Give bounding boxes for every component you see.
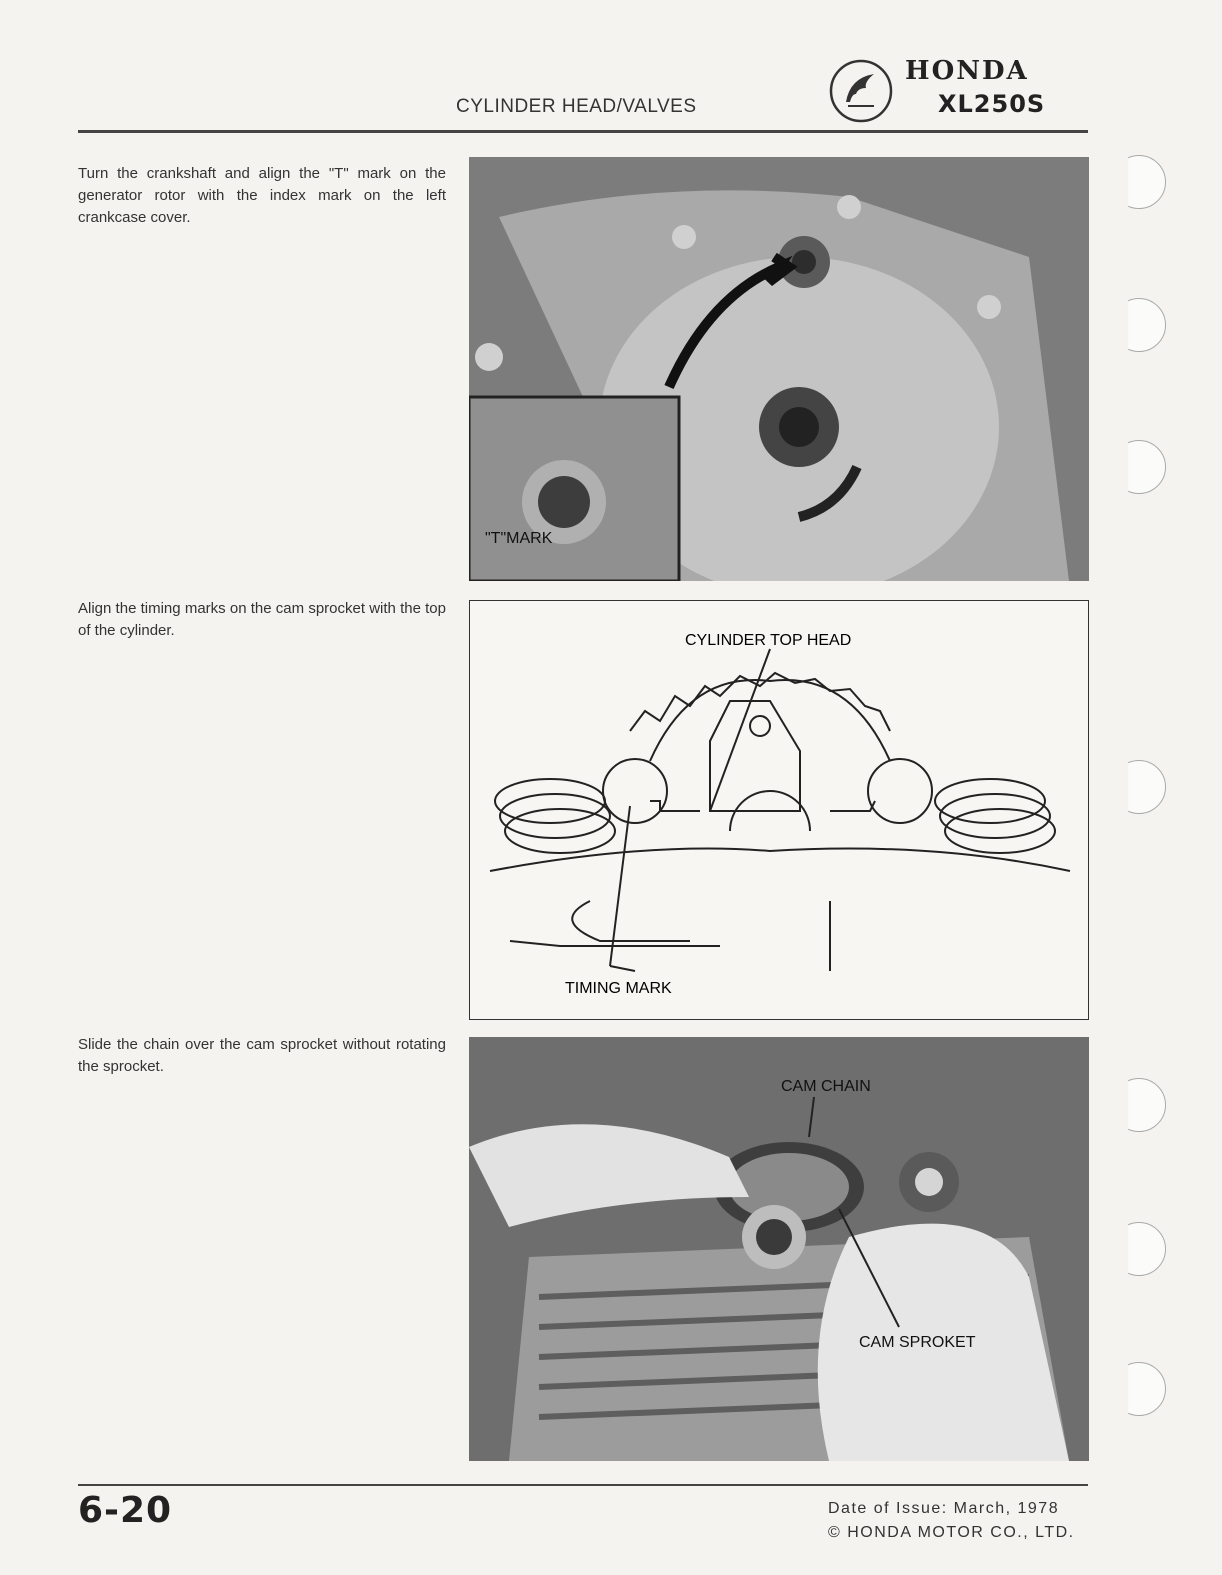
page-number: 6-20: [78, 1490, 173, 1531]
binder-hole: [1112, 440, 1166, 494]
diagram-cam-sprocket: [469, 600, 1089, 1020]
copyright: © HONDA MOTOR CO., LTD.: [828, 1524, 1075, 1541]
cam-sprocket-label: CAM SPROKET: [859, 1334, 976, 1351]
photo-cam-chain: [469, 1037, 1089, 1461]
step-3-text: Slide the chain over the cam sprocket without rotating the sprocket.: [78, 1036, 446, 1075]
cylinder-top-head-label: CYLINDER TOP HEAD: [685, 632, 852, 649]
binder-hole: [1112, 760, 1166, 814]
binder-hole: [1112, 1078, 1166, 1132]
cam-chain-label: CAM CHAIN: [781, 1078, 871, 1095]
step-1-text: Turn the crankshaft and align the "T" mark on the generator rotor with the index mark on the left crankcase cover.: [78, 165, 446, 226]
binder-hole: [1112, 1222, 1166, 1276]
issue-info: [828, 1497, 1075, 1545]
photo-generator-cover: [469, 157, 1089, 581]
model-name: XL250S: [938, 90, 1046, 118]
binder-hole: [1112, 298, 1166, 352]
binder-hole: [1112, 155, 1166, 209]
honda-wing-icon: [828, 58, 894, 124]
date-of-issue: Date of Issue: March, 1978: [828, 1500, 1060, 1517]
header-rule: [78, 130, 1088, 133]
timing-mark-label: TIMING MARK: [565, 980, 672, 997]
footer-rule: [78, 1484, 1088, 1486]
section-title: CYLINDER HEAD/VALVES: [456, 96, 697, 117]
t-mark-label: "T"MARK: [485, 530, 553, 547]
brand-name: HONDA: [905, 56, 1029, 86]
step-2-text: Align the timing marks on the cam sprocket with the top of the cylinder.: [78, 600, 446, 639]
binder-hole: [1112, 1362, 1166, 1416]
